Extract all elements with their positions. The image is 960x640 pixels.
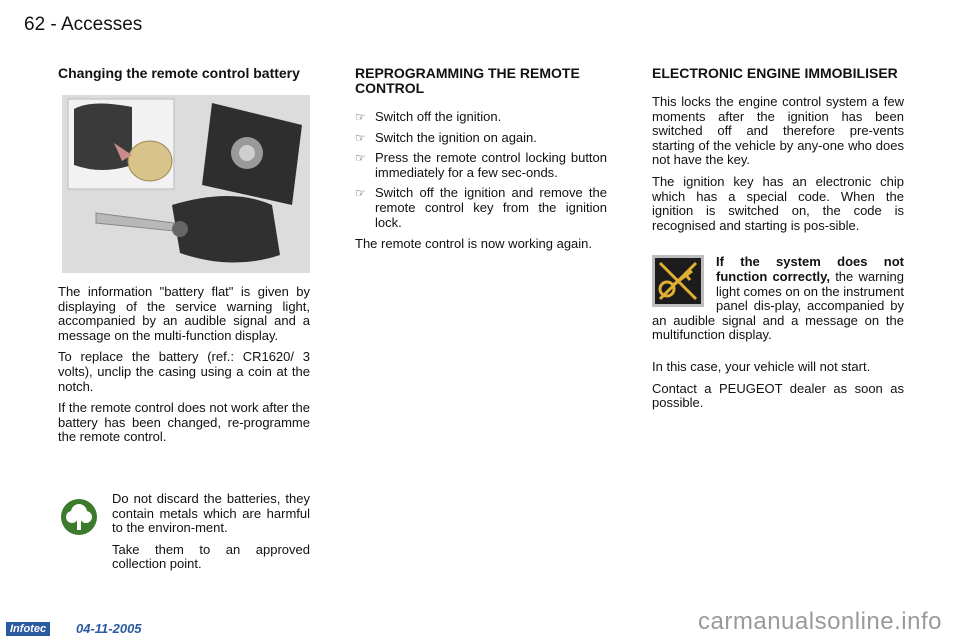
footer-date: 04-11-2005 xyxy=(76,621,142,636)
step-text: Switch off the ignition and remove the remote control key from the ignition lock. xyxy=(375,185,607,230)
watermark: carmanualsonline.info xyxy=(698,608,942,635)
step-text: Switch the ignition on again. xyxy=(375,129,537,145)
steps-list xyxy=(355,110,607,230)
step-text: Press the remote control locking button immediately for a few sec-onds. xyxy=(375,150,607,180)
pointer-icon: ☞ xyxy=(355,130,366,145)
battery-section xyxy=(58,66,310,452)
remote-key-illustration xyxy=(62,95,310,273)
eco-paragraph: Take them to an approved collection point. xyxy=(112,541,310,572)
battery-paragraph: The information "battery flat" is given by displaying of the service warning light, accompanied by an audible signal and a message on the multi-function display. xyxy=(58,284,310,343)
tree-icon xyxy=(60,498,98,538)
pointer-icon: ☞ xyxy=(355,186,366,201)
list-item xyxy=(355,110,607,125)
reprogramming-heading: REPROGRAMMING THE REMOTE CONTROL xyxy=(355,65,580,96)
list-item xyxy=(355,186,607,230)
immobiliser-section xyxy=(652,66,904,418)
reprogramming-closing: The remote control is now working again. xyxy=(355,236,593,252)
infotec-badge: Infotec xyxy=(6,622,50,636)
reprogramming-section xyxy=(355,66,607,259)
eco-note xyxy=(58,492,310,579)
list-item xyxy=(355,151,607,180)
alert-bold: If the system does not function correctly, xyxy=(716,254,904,284)
immobiliser-heading: ELECTRONIC ENGINE IMMOBILISER xyxy=(652,65,898,81)
remote-key-photo xyxy=(62,95,310,273)
immobiliser-paragraph: The ignition key has an electronic chip which has a special code. When the ignition is switched on, the code is recognised and starting is pos-sible. xyxy=(652,173,904,233)
alert-rest: the warning light comes on on the instrument panel dis-play, accompanied by an audible signal and a message on the multifunction display. xyxy=(652,268,904,343)
key-warning-icon xyxy=(652,255,704,307)
page-title: 62 - Accesses xyxy=(24,14,143,35)
battery-paragraph: If the remote control does not work after the battery has been changed, re-programme the remote control. xyxy=(58,400,310,445)
pointer-icon: ☞ xyxy=(355,110,366,124)
list-item xyxy=(355,131,607,146)
immobiliser-alert xyxy=(652,255,904,343)
immobiliser-after: In this case, your vehicle will not start. xyxy=(652,358,871,374)
immobiliser-after: Contact a PEUGEOT dealer as soon as possible. xyxy=(652,380,904,411)
pointer-icon: ☞ xyxy=(355,151,366,166)
battery-paragraph: To replace the battery (ref.: CR1620/ 3 volts), unclip the casing using a coin at the notch. xyxy=(58,349,310,394)
battery-heading: Changing the remote control battery xyxy=(58,65,300,81)
step-text: Switch off the ignition. xyxy=(375,109,502,124)
eco-paragraph: Do not discard the batteries, they contain metals which are harmful to the environ-ment. xyxy=(112,491,310,536)
immobiliser-paragraph: This locks the engine control system a few moments after the ignition has been switched off and therefore pre-vents starting of the vehicle by any-one who does not have the key. xyxy=(652,94,904,168)
